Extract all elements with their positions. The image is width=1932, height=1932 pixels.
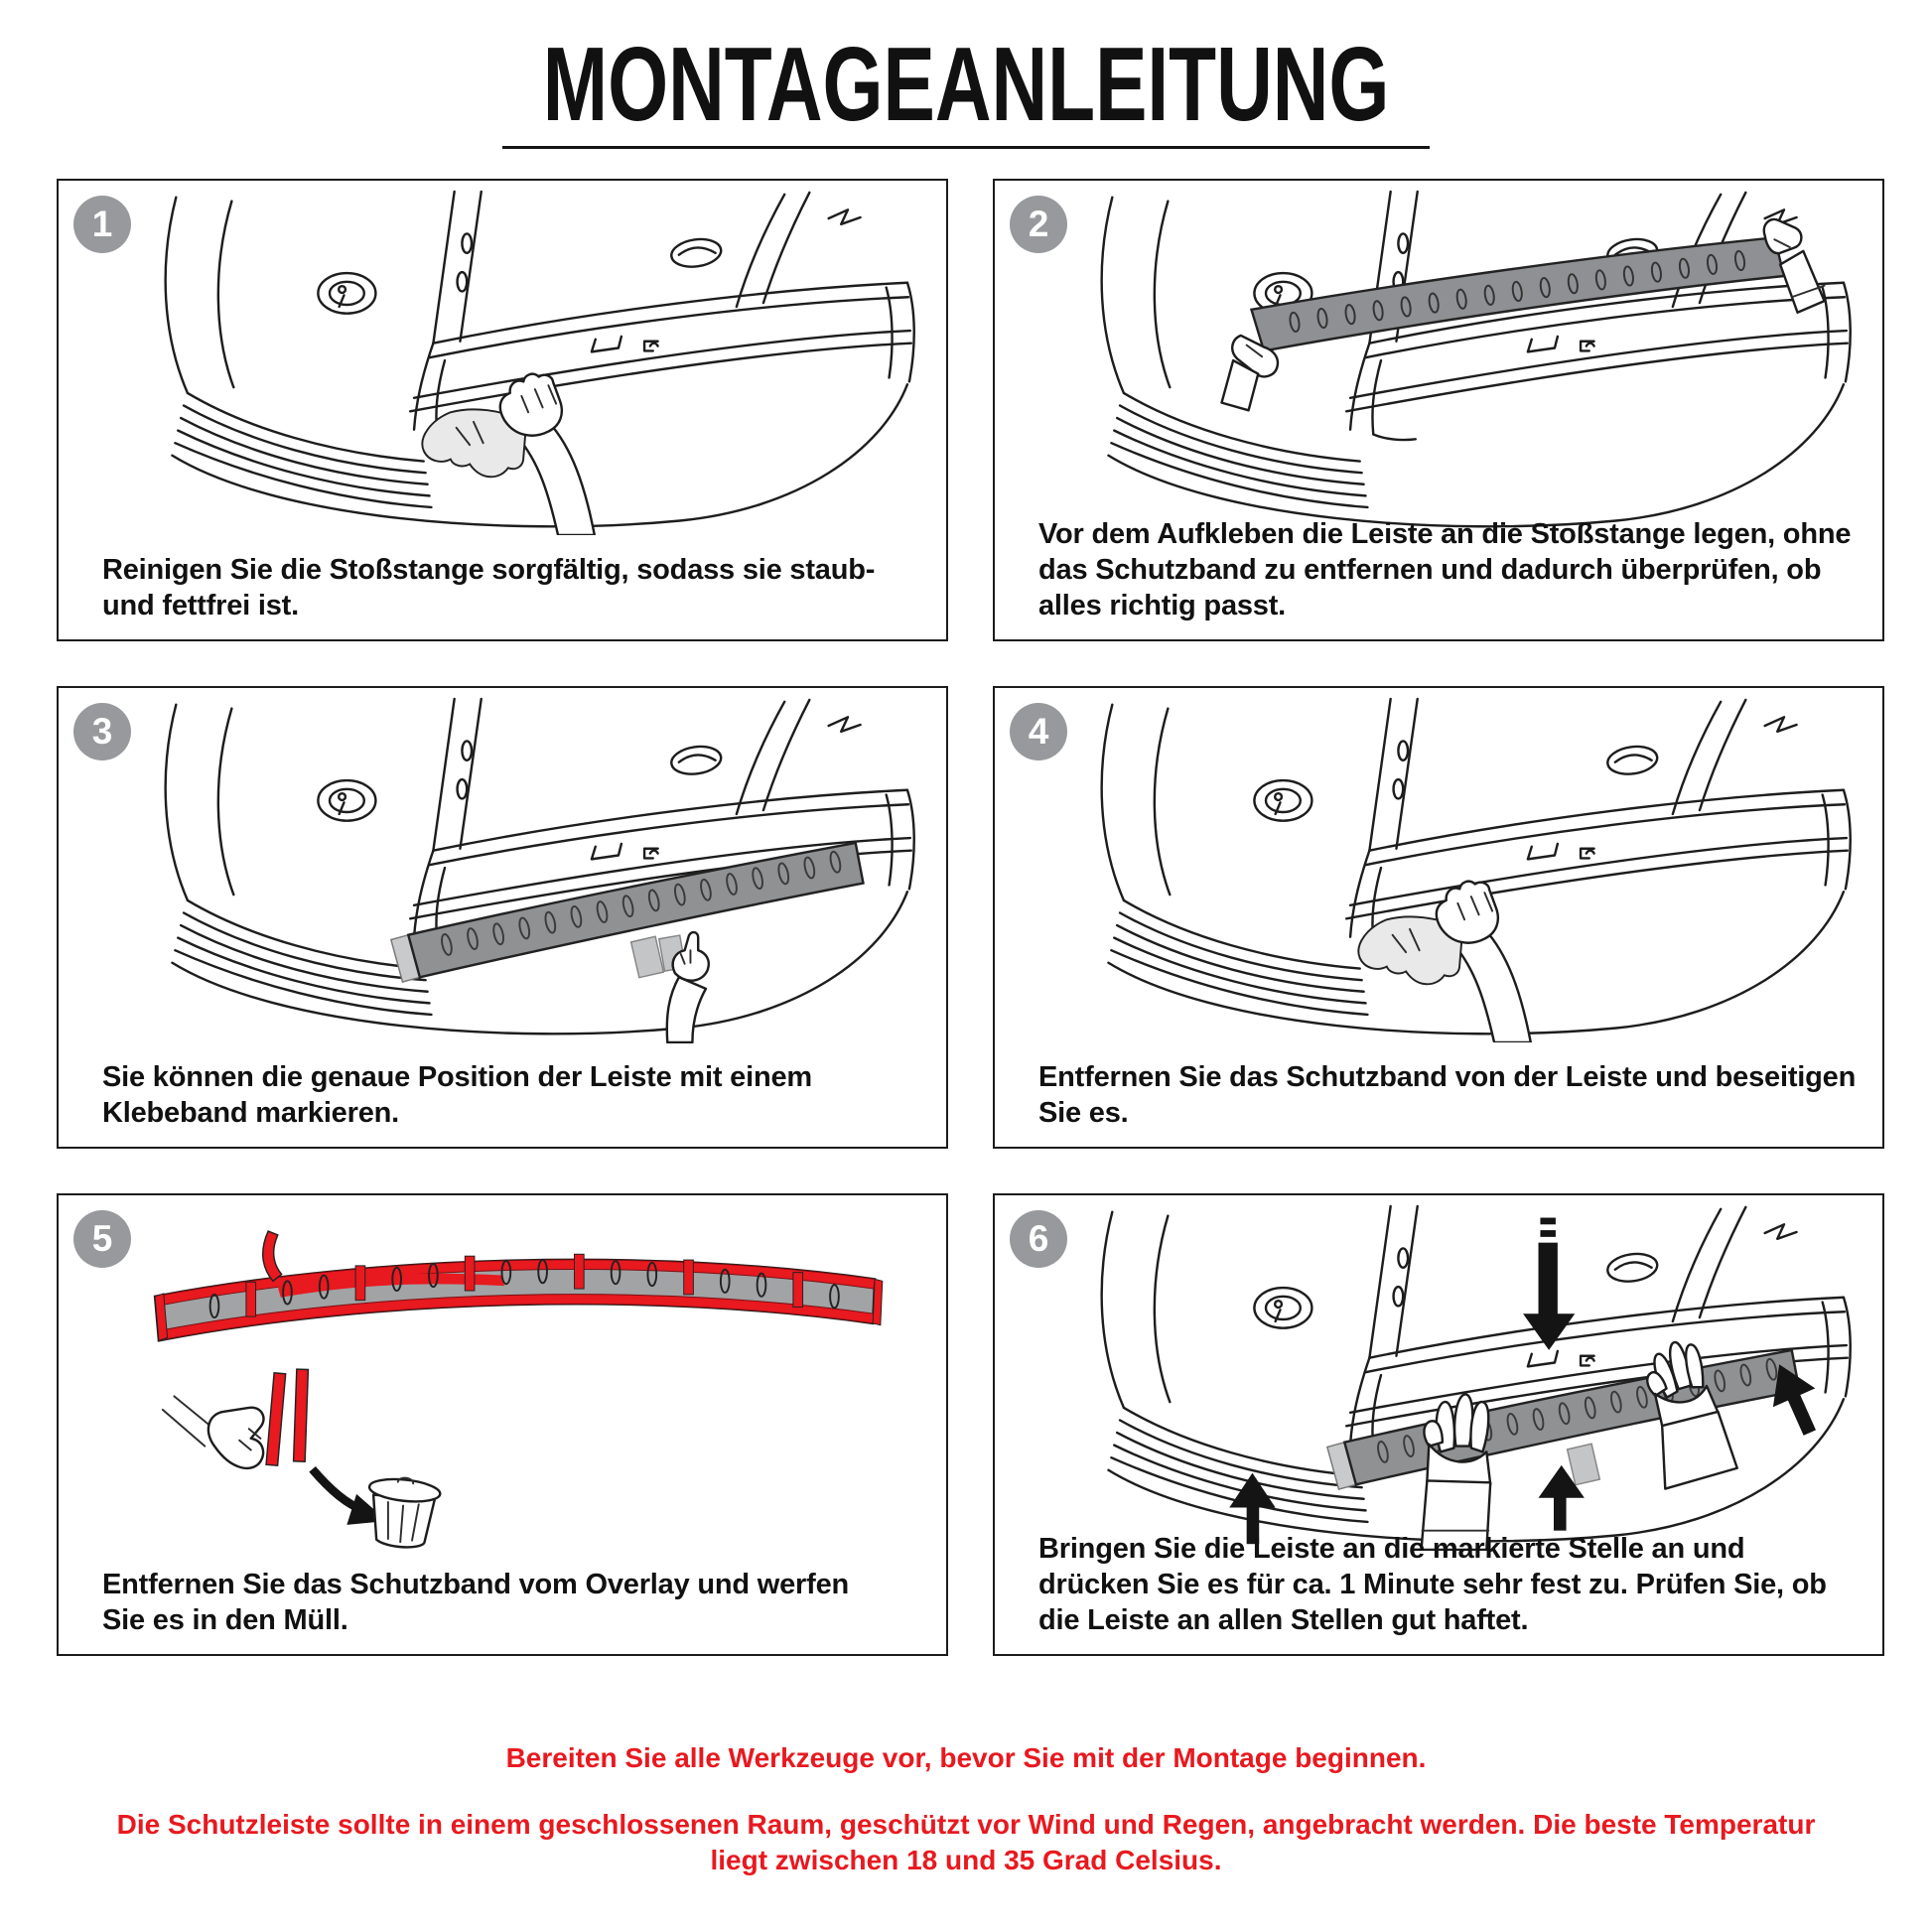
step-badge: 4 (1010, 703, 1067, 760)
peel-tab (263, 1231, 282, 1281)
trash-can-icon (363, 1474, 441, 1551)
footer-notes (0, 1741, 1932, 1878)
step-panel-1 (57, 179, 948, 641)
step-caption: Vor dem Aufkleben die Leiste an die Stoßstange legen, ohne das Schutzband zu entfernen und dadurch überprüfen, ob alles richtig passt. (1038, 518, 1852, 622)
step-caption: Entfernen Sie das Schutzband von der Leiste und beseitigen Sie es. (1038, 1061, 1857, 1130)
overlay-strip-with-red-tape (155, 1231, 883, 1340)
step-badge: 2 (1010, 196, 1067, 253)
step-caption: Entfernen Sie das Schutzband vom Overlay und werfen Sie es in den Müll. (102, 1569, 850, 1637)
illustration-step-1 (70, 189, 934, 536)
steps-grid (57, 179, 1886, 1656)
illustration-step-6 (1007, 1203, 1870, 1551)
header (0, 0, 1932, 149)
page-title: MONTAGEANLEITUNG (542, 26, 1390, 143)
step-badge: 1 (73, 196, 131, 253)
illustration-step-3 (70, 696, 934, 1043)
step-panel-2 (993, 179, 1884, 641)
footer-note-tools: Bereiten Sie alle Werkzeuge vor, bevor Sie mit der Montage beginnen. (505, 1742, 1427, 1774)
step-badge: 3 (73, 703, 131, 760)
pressing-hands-icon (1422, 1335, 1737, 1550)
illustration-step-4 (1007, 696, 1870, 1043)
footer-note-conditions: Die Schutzleiste sollte in einem geschlossenen Raum, geschützt vor Wind und Regen, angebracht werden. Die beste Temperatur liegt zwischen 18 und 35 Grad Celsius. (116, 1809, 1816, 1876)
step-caption: Reinigen Sie die Stoßstange sorgfältig, sodass sie staub- und fettfrei ist. (102, 554, 876, 622)
title-underline (502, 146, 1430, 149)
illustration-step-5 (70, 1203, 934, 1551)
step-panel-3 (57, 686, 948, 1149)
step-badge: 5 (73, 1210, 131, 1268)
step-badge: 6 (1010, 1210, 1067, 1268)
illustration-step-2 (1007, 189, 1870, 536)
step-panel-4 (993, 686, 1884, 1149)
peel-hand-icon (163, 1369, 387, 1525)
step-caption: Bringen Sie die Leiste an die markierte Stelle an und drücken Sie es für ca. 1 Minute sehr fest zu. Prüfen Sie, ob die Leiste an allen Stellen gut haftet. (1038, 1533, 1827, 1637)
step-panel-6 (993, 1193, 1884, 1656)
step-panel-5 (57, 1193, 948, 1656)
step-caption: Sie können die genaue Position der Leiste mit einem Klebeband markieren. (102, 1061, 812, 1130)
